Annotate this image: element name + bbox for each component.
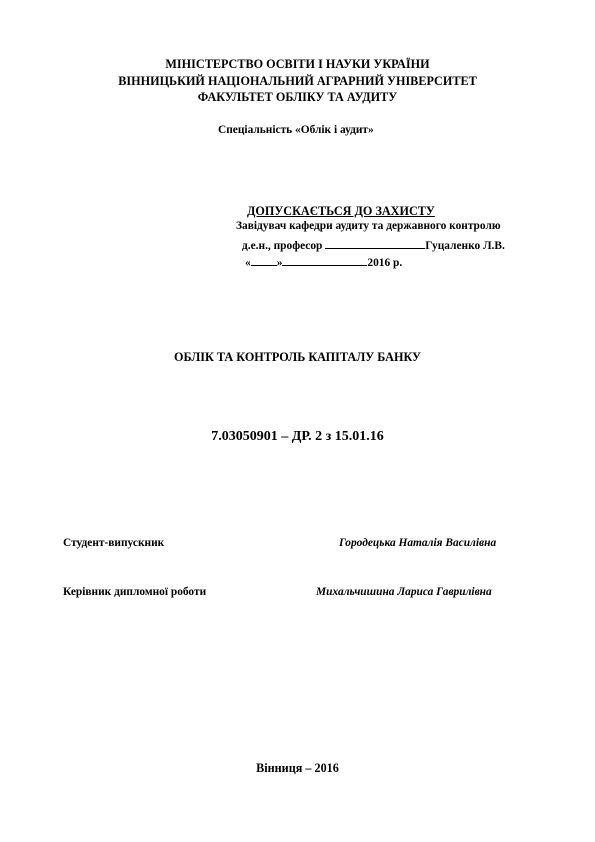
- specialty-line: Спеціальність «Облік і аудит»: [218, 124, 374, 136]
- month-blank: [282, 254, 367, 266]
- approval-title: ДОПУСКАЄТЬСЯ ДО ЗАХИСТУ: [247, 204, 435, 218]
- signature-blank: [325, 237, 425, 249]
- faculty-heading: ФАКУЛЬТЕТ ОБЛІКУ ТА АУДИТУ: [197, 90, 398, 104]
- work-title: ОБЛІК ТА КОНТРОЛЬ КАПІТАЛУ БАНКУ: [173, 350, 422, 364]
- place-year: Вінниця – 2016: [256, 761, 339, 775]
- university-heading: ВІННИЦЬКИЙ НАЦІОНАЛЬНИЙ АГРАРНИЙ УНІВЕРСИТЕТ: [118, 74, 477, 88]
- date-open-quote: «: [245, 257, 251, 269]
- day-blank: [251, 254, 277, 266]
- date-close-quote: »: [276, 257, 283, 269]
- student-label: Студент-випускник: [63, 537, 165, 549]
- student-name: Городецька Наталія Василівна: [339, 537, 497, 549]
- approval-professor-name: Гуцаленко Л.В.: [425, 240, 505, 252]
- approval-professor-line: [242, 237, 505, 252]
- approval-date-line: [245, 254, 402, 269]
- supervisor-name: Михальчишина Лариса Гаврилівна: [316, 586, 492, 598]
- work-code: 7.03050901 – ДР. 2 з 15.01.16: [211, 429, 384, 444]
- approval-head-of-department: Завідувач кафедри аудиту та державного контролю: [236, 220, 501, 232]
- approval-year: 2016 р.: [367, 257, 403, 269]
- approval-professor-prefix: д.е.н., професор: [242, 240, 326, 252]
- ministry-heading: МІНІСТЕРСТВО ОСВІТИ І НАУКИ УКРАЇНИ: [165, 57, 430, 71]
- supervisor-label: Керівник дипломної роботи: [63, 586, 207, 598]
